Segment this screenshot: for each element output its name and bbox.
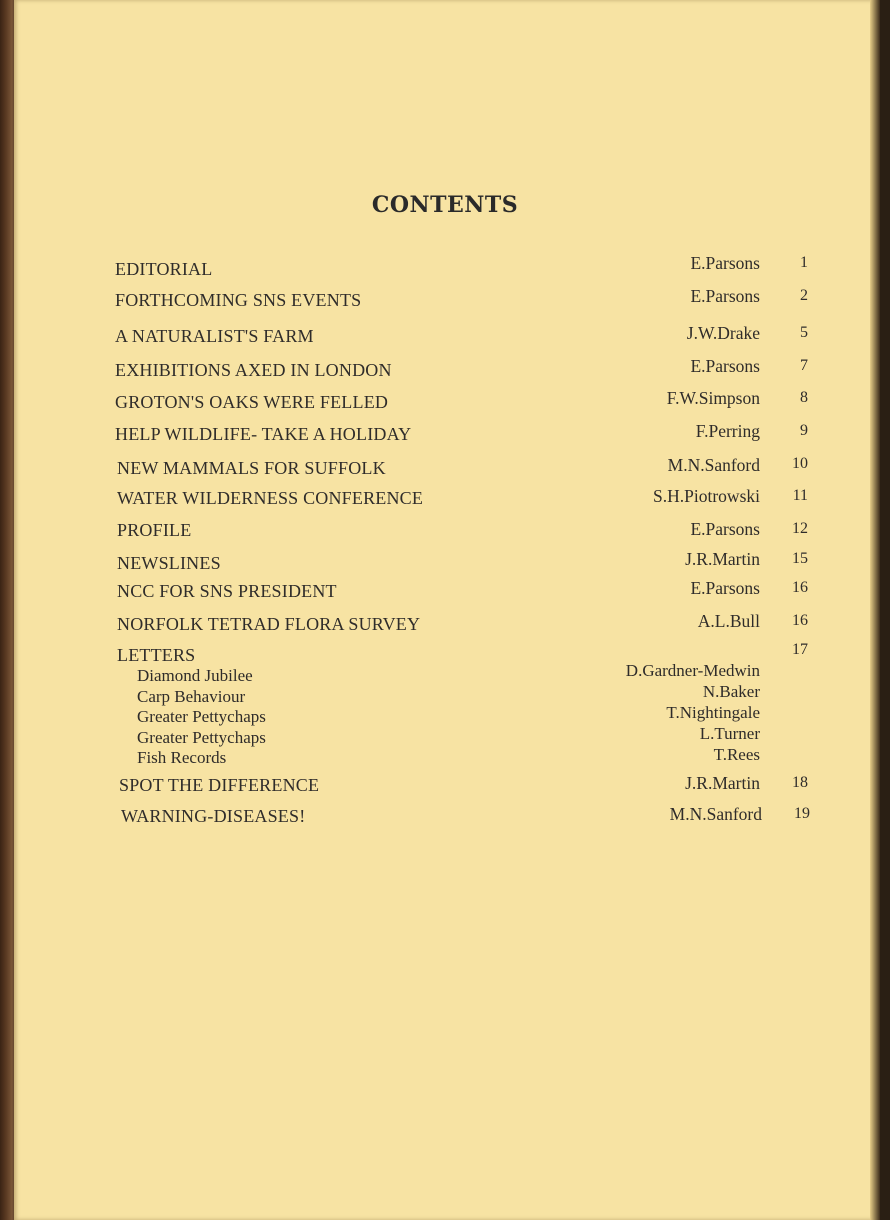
letter-title: Greater Pettychaps: [137, 707, 266, 726]
entry-page: 5: [800, 324, 808, 341]
entry-page: 16: [792, 612, 808, 629]
entry-author: F.Perring: [695, 421, 760, 441]
entry-page: 16: [792, 579, 808, 596]
entry-title: WATER WILDERNESS CONFERENCE: [117, 488, 424, 508]
entry-title: WARNING-DISEASES!: [121, 806, 306, 826]
entry-author: S.H.Piotrowski: [653, 486, 760, 506]
page-title: CONTENTS: [371, 192, 519, 218]
entry-page: 7: [800, 357, 808, 374]
entry-page: 17: [792, 641, 808, 658]
entry-title: PROFILE: [117, 520, 192, 540]
entry-author: E.Parsons: [690, 578, 760, 598]
entry-title: SPOT THE DIFFERENCE: [119, 775, 320, 795]
entry-author: E.Parsons: [690, 356, 760, 376]
letter-author: T.Rees: [713, 745, 760, 764]
entry-page: 15: [792, 550, 808, 567]
entry-author: E.Parsons: [690, 253, 760, 273]
entry-author: F.W.Simpson: [666, 388, 760, 408]
entry-title: GROTON'S OAKS WERE FELLED: [115, 392, 389, 412]
entry-title: FORTHCOMING SNS EVENTS: [115, 290, 362, 310]
letter-author: N.Baker: [702, 682, 760, 701]
letter-author: D.Gardner-Medwin: [625, 661, 760, 680]
letter-author: L.Turner: [699, 724, 760, 743]
letter-title: Carp Behaviour: [137, 687, 246, 706]
entry-page: 11: [792, 487, 808, 504]
entry-page: 19: [794, 805, 810, 822]
entry-author: A.L.Bull: [697, 611, 760, 631]
entry-author: E.Parsons: [690, 519, 760, 539]
page-edge: [870, 0, 880, 1220]
contents-page: [14, 0, 880, 1220]
letter-title: Fish Records: [137, 748, 227, 767]
entry-page: 12: [792, 520, 808, 537]
entry-page: 10: [792, 455, 808, 472]
letter-title: Greater Pettychaps: [137, 728, 266, 747]
entry-title: NCC FOR SNS PRESIDENT: [117, 581, 337, 601]
entry-title: EDITORIAL: [115, 259, 213, 279]
entry-title: LETTERS: [117, 645, 196, 665]
entry-title: EXHIBITIONS AXED IN LONDON: [115, 360, 392, 380]
entry-author: J.R.Martin: [685, 773, 760, 793]
entry-author: M.N.Sanford: [669, 804, 762, 824]
entry-title: A NATURALIST'S FARM: [115, 326, 314, 346]
letter-title: Diamond Jubilee: [137, 666, 253, 685]
entry-page: 8: [800, 389, 808, 406]
entry-author: J.R.Martin: [685, 549, 760, 569]
entry-title: NORFOLK TETRAD FLORA SURVEY: [117, 614, 421, 634]
entry-author: J.W.Drake: [686, 323, 760, 343]
entry-author: E.Parsons: [690, 286, 760, 306]
entry-author: M.N.Sanford: [667, 455, 760, 475]
entry-page: 1: [800, 254, 808, 271]
letter-author: T.Nightingale: [666, 703, 760, 722]
entry-page: 9: [800, 422, 808, 439]
entry-title: NEWSLINES: [117, 553, 221, 573]
entry-title: NEW MAMMALS FOR SUFFOLK: [117, 458, 386, 478]
entry-page: 18: [792, 774, 808, 791]
entry-page: 2: [800, 287, 808, 304]
entry-title: HELP WILDLIFE- TAKE A HOLIDAY: [115, 424, 412, 444]
